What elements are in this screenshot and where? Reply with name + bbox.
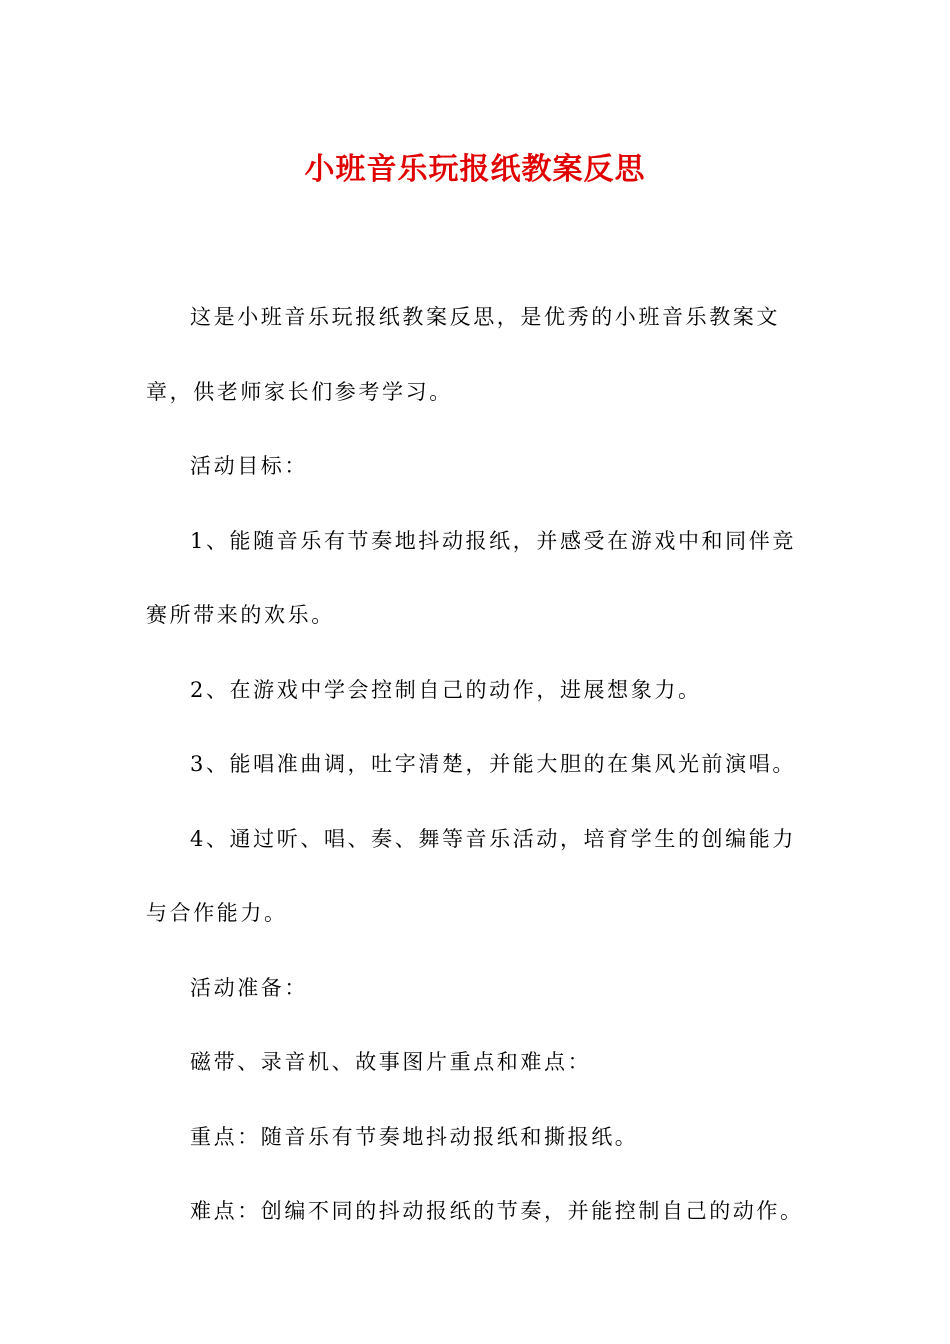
preparation-materials: 磁带、录音机、故事图片重点和难点： [190, 1050, 592, 1074]
key-point: 重点：随音乐有节奏地抖动报纸和撕报纸。 [190, 1124, 639, 1149]
objective-item-3: 3、能唱准曲调，吐字清楚，并能大胆的在集风光前演唱。 [190, 752, 796, 776]
intro-paragraph: 这是小班音乐玩报纸教案反思，是优秀的小班音乐教案文章，供老师家长们参考学习。 [146, 305, 780, 404]
objective-item-1: 1、能随音乐有节奏地抖动报纸，并感受在游戏中和同伴竞赛所带来的欢乐。 [146, 528, 796, 627]
objective-item-2: 2、在游戏中学会控制自己的动作，进展想象力。 [190, 677, 702, 702]
objective-item-4: 4、通过听、唱、奏、舞等音乐活动，培育学生的创编能力与合作能力。 [146, 826, 796, 925]
preparation-heading: 活动准备： [190, 975, 308, 1000]
document-title: 小班音乐玩报纸教案反思 [304, 152, 646, 187]
difficult-point: 难点：创编不同的抖动报纸的节奏，并能控制自己的动作。 [190, 1199, 804, 1223]
objectives-heading: 活动目标： [190, 454, 308, 478]
document-body [146, 280, 811, 1249]
